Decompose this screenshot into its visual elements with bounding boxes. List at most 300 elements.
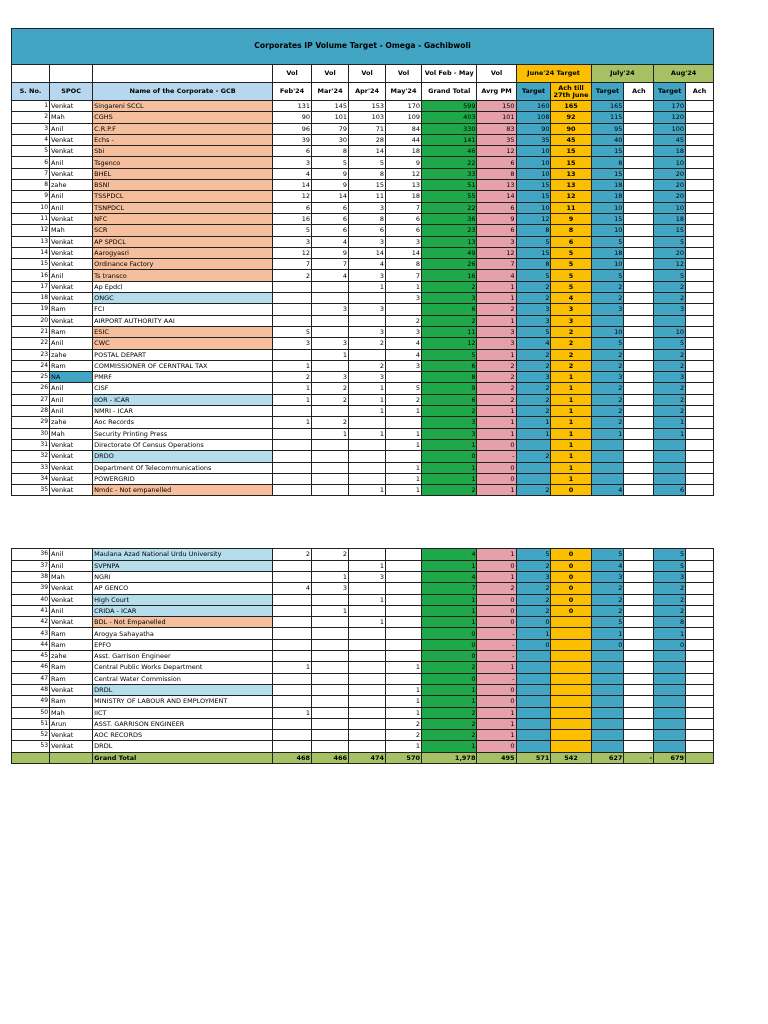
row-avg-pm[interactable]: 12 — [477, 247, 516, 258]
row-july-ach[interactable] — [624, 157, 654, 168]
row-july-target[interactable]: 4 — [591, 485, 624, 496]
row-apr[interactable] — [349, 549, 386, 560]
row-mar[interactable]: 79 — [312, 123, 349, 134]
row-corporate-name[interactable]: PMRF — [93, 372, 273, 383]
row-corporate-name[interactable]: Department Of Telecommunications — [93, 462, 273, 473]
row-june-ach[interactable]: 0 — [551, 583, 591, 594]
row-july-target[interactable]: 5 — [591, 338, 624, 349]
row-sno[interactable]: 52 — [12, 730, 50, 741]
row-aug-ach[interactable] — [686, 417, 714, 428]
row-july-ach[interactable] — [624, 394, 654, 405]
row-june-ach[interactable]: 1 — [551, 394, 591, 405]
row-june-ach[interactable]: 2 — [551, 326, 591, 337]
row-mar[interactable]: 2 — [312, 394, 349, 405]
row-apr[interactable] — [349, 462, 386, 473]
row-spoc[interactable]: Anil — [50, 394, 93, 405]
row-spoc[interactable]: Anil — [50, 560, 93, 571]
row-feb[interactable]: 2 — [273, 549, 312, 560]
row-sno[interactable]: 18 — [12, 293, 50, 304]
row-july-target[interactable] — [591, 684, 624, 695]
row-feb[interactable] — [273, 594, 312, 605]
row-july-ach[interactable] — [624, 549, 654, 560]
row-mar[interactable]: 9 — [312, 180, 349, 191]
row-apr[interactable]: 3 — [349, 372, 386, 383]
row-avg-pm[interactable]: - — [477, 451, 516, 462]
row-corporate-name[interactable]: Ordinance Factory — [93, 259, 273, 270]
row-july-target[interactable]: 18 — [591, 180, 624, 191]
row-feb[interactable]: 6 — [273, 202, 312, 213]
row-july-ach[interactable] — [624, 360, 654, 371]
row-corporate-name[interactable]: Security Printing Press — [93, 428, 273, 439]
row-aug-target[interactable]: 10 — [654, 157, 686, 168]
row-grand-total[interactable]: 1 — [422, 439, 477, 450]
row-avg-pm[interactable]: 83 — [477, 123, 516, 134]
row-aug-target[interactable] — [654, 451, 686, 462]
row-mar[interactable]: 2 — [312, 383, 349, 394]
row-feb[interactable] — [273, 473, 312, 484]
row-grand-total[interactable]: 330 — [422, 123, 477, 134]
row-june-ach[interactable]: 92 — [551, 112, 591, 123]
row-july-ach[interactable] — [624, 571, 654, 582]
row-grand-total[interactable]: 3 — [422, 293, 477, 304]
row-aug-ach[interactable] — [686, 349, 714, 360]
row-corporate-name[interactable]: Arogya Sahayatha — [93, 628, 273, 639]
row-may[interactable]: 6 — [386, 213, 422, 224]
header-cell[interactable]: Vol — [477, 65, 516, 83]
row-mar[interactable]: 1 — [312, 571, 349, 582]
row-mar[interactable] — [312, 406, 349, 417]
row-apr[interactable] — [349, 684, 386, 695]
row-june-target[interactable]: 4 — [516, 338, 551, 349]
row-aug-target[interactable]: 2 — [654, 594, 686, 605]
row-feb[interactable]: 1 — [273, 394, 312, 405]
row-avg-pm[interactable]: - — [477, 651, 516, 662]
row-june-ach[interactable]: 5 — [551, 259, 591, 270]
row-aug-ach[interactable] — [686, 247, 714, 258]
row-june-target[interactable]: 5 — [516, 326, 551, 337]
row-sno[interactable]: 43 — [12, 628, 50, 639]
row-feb[interactable] — [273, 605, 312, 616]
row-feb[interactable]: 1 — [273, 707, 312, 718]
row-spoc[interactable]: zahe — [50, 349, 93, 360]
row-grand-total[interactable]: 55 — [422, 191, 477, 202]
row-july-ach[interactable] — [624, 259, 654, 270]
row-aug-target[interactable]: 2 — [654, 583, 686, 594]
row-grand-total[interactable]: 141 — [422, 134, 477, 145]
row-july-target[interactable]: 3 — [591, 304, 624, 315]
row-grand-total[interactable]: 0 — [422, 639, 477, 650]
row-june-target[interactable]: 10 — [516, 168, 551, 179]
row-sno[interactable]: 14 — [12, 247, 50, 258]
row-june-ach[interactable]: 15 — [551, 157, 591, 168]
row-aug-target[interactable] — [654, 741, 686, 752]
row-grand-total[interactable]: 2 — [422, 281, 477, 292]
row-spoc[interactable]: Venkat — [50, 462, 93, 473]
row-aug-ach[interactable] — [686, 583, 714, 594]
row-june-target[interactable]: 2 — [516, 360, 551, 371]
row-july-target[interactable]: 2 — [591, 349, 624, 360]
row-feb[interactable]: 4 — [273, 168, 312, 179]
row-spoc[interactable]: Anil — [50, 605, 93, 616]
grand-total-label[interactable]: Grand Total — [93, 752, 273, 763]
row-feb[interactable] — [273, 741, 312, 752]
row-spoc[interactable]: Ram — [50, 673, 93, 684]
row-grand-total[interactable]: 6 — [422, 360, 477, 371]
row-grand-total[interactable]: 0 — [422, 673, 477, 684]
row-may[interactable] — [386, 651, 422, 662]
row-july-target[interactable]: 2 — [591, 406, 624, 417]
row-grand-total[interactable]: 403 — [422, 112, 477, 123]
row-june-ach[interactable]: 165 — [551, 101, 591, 112]
row-grand-total[interactable]: 36 — [422, 213, 477, 224]
row-july-ach[interactable] — [624, 191, 654, 202]
row-grand-total[interactable]: 11 — [422, 326, 477, 337]
row-spoc[interactable]: Venkat — [50, 134, 93, 145]
row-may[interactable] — [386, 571, 422, 582]
row-sno[interactable]: 47 — [12, 673, 50, 684]
row-corporate-name[interactable]: Singareni SCCL — [93, 101, 273, 112]
row-june-target[interactable]: 2 — [516, 560, 551, 571]
row-mar[interactable]: 4 — [312, 236, 349, 247]
total-empty-cell[interactable] — [50, 752, 93, 763]
row-july-ach[interactable] — [624, 605, 654, 616]
row-corporate-name[interactable]: Nmdc - Not empanelled — [93, 485, 273, 496]
row-aug-target[interactable] — [654, 462, 686, 473]
row-avg-pm[interactable]: 2 — [477, 304, 516, 315]
row-grand-total[interactable]: 0 — [422, 451, 477, 462]
row-july-ach[interactable] — [624, 225, 654, 236]
row-avg-pm[interactable]: 1 — [477, 549, 516, 560]
row-aug-ach[interactable] — [686, 628, 714, 639]
row-apr[interactable]: 8 — [349, 213, 386, 224]
row-mar[interactable] — [312, 707, 349, 718]
row-aug-target[interactable]: 1 — [654, 417, 686, 428]
row-apr[interactable]: 28 — [349, 134, 386, 145]
row-may[interactable]: 1 — [386, 439, 422, 450]
row-mar[interactable] — [312, 684, 349, 695]
row-aug-target[interactable]: 2 — [654, 605, 686, 616]
row-aug-ach[interactable] — [686, 123, 714, 134]
row-june-target[interactable]: 10 — [516, 157, 551, 168]
row-aug-ach[interactable] — [686, 718, 714, 729]
row-aug-ach[interactable] — [686, 383, 714, 394]
row-aug-target[interactable]: 18 — [654, 146, 686, 157]
row-grand-total[interactable]: 2 — [422, 406, 477, 417]
row-sno[interactable]: 38 — [12, 571, 50, 582]
row-apr[interactable]: 1 — [349, 485, 386, 496]
row-apr[interactable] — [349, 605, 386, 616]
row-corporate-name[interactable]: TSNPDCL — [93, 202, 273, 213]
row-aug-target[interactable]: 20 — [654, 168, 686, 179]
row-june-target[interactable]: 15 — [516, 191, 551, 202]
row-feb[interactable] — [273, 684, 312, 695]
row-corporate-name[interactable]: Sbi — [93, 146, 273, 157]
row-june-target[interactable]: 1 — [516, 428, 551, 439]
row-aug-target[interactable]: 20 — [654, 180, 686, 191]
header-cell[interactable]: Vol — [312, 65, 349, 83]
row-spoc[interactable]: Venkat — [50, 146, 93, 157]
row-mar[interactable] — [312, 617, 349, 628]
row-june-ach[interactable]: 1 — [551, 462, 591, 473]
row-feb[interactable] — [273, 651, 312, 662]
row-grand-total[interactable]: 1 — [422, 462, 477, 473]
row-avg-pm[interactable]: 9 — [477, 213, 516, 224]
row-aug-target[interactable]: 170 — [654, 101, 686, 112]
row-spoc[interactable]: Venkat — [50, 168, 93, 179]
header-cell[interactable]: Vol Feb - May — [422, 65, 477, 83]
row-aug-ach[interactable] — [686, 673, 714, 684]
row-apr[interactable] — [349, 349, 386, 360]
row-corporate-name[interactable]: Central Water Commission — [93, 673, 273, 684]
header-may[interactable]: May'24 — [386, 83, 422, 101]
row-apr[interactable]: 14 — [349, 247, 386, 258]
row-avg-pm[interactable]: - — [477, 628, 516, 639]
row-may[interactable] — [386, 451, 422, 462]
row-june-target[interactable]: 15 — [516, 247, 551, 258]
row-may[interactable]: 12 — [386, 168, 422, 179]
row-corporate-name[interactable]: NMRI - ICAR — [93, 406, 273, 417]
row-sno[interactable]: 3 — [12, 123, 50, 134]
row-corporate-name[interactable]: ONGC — [93, 293, 273, 304]
header-june-target[interactable]: June'24 Target — [516, 65, 591, 83]
row-feb[interactable]: 12 — [273, 191, 312, 202]
row-corporate-name[interactable]: Maulana Azad National Urdu University — [93, 549, 273, 560]
header-june-ach[interactable]: Ach till 27th June — [551, 83, 591, 101]
row-june-ach[interactable]: 1 — [551, 417, 591, 428]
row-grand-total[interactable]: 2 — [422, 315, 477, 326]
row-feb[interactable] — [273, 485, 312, 496]
row-aug-target[interactable] — [654, 651, 686, 662]
row-spoc[interactable]: Anil — [50, 338, 93, 349]
row-july-target[interactable] — [591, 696, 624, 707]
row-june-target[interactable] — [516, 684, 551, 695]
row-june-ach[interactable] — [551, 696, 591, 707]
row-corporate-name[interactable]: CRIDA - ICAR — [93, 605, 273, 616]
row-july-ach[interactable] — [624, 101, 654, 112]
row-corporate-name[interactable]: Directorate Of Census Operations — [93, 439, 273, 450]
row-sno[interactable]: 45 — [12, 651, 50, 662]
row-avg-pm[interactable]: 1 — [477, 718, 516, 729]
row-feb[interactable] — [273, 406, 312, 417]
row-july-target[interactable] — [591, 462, 624, 473]
row-apr[interactable] — [349, 718, 386, 729]
row-june-target[interactable]: 10 — [516, 146, 551, 157]
row-spoc[interactable]: Mah — [50, 225, 93, 236]
row-june-ach[interactable] — [551, 741, 591, 752]
row-corporate-name[interactable]: Aoc Records — [93, 417, 273, 428]
row-june-target[interactable]: 1 — [516, 417, 551, 428]
row-sno[interactable]: 23 — [12, 349, 50, 360]
row-avg-pm[interactable]: 0 — [477, 605, 516, 616]
row-july-target[interactable]: 2 — [591, 394, 624, 405]
row-july-ach[interactable] — [624, 707, 654, 718]
row-spoc[interactable]: Anil — [50, 202, 93, 213]
row-june-ach[interactable]: 0 — [551, 549, 591, 560]
row-spoc[interactable]: Venkat — [50, 281, 93, 292]
row-aug-ach[interactable] — [686, 157, 714, 168]
row-sno[interactable]: 16 — [12, 270, 50, 281]
total-empty-cell[interactable] — [12, 752, 50, 763]
row-apr[interactable]: 1 — [349, 281, 386, 292]
header-july-target[interactable]: Target — [591, 83, 624, 101]
row-grand-total[interactable]: 9 — [422, 383, 477, 394]
row-aug-ach[interactable] — [686, 707, 714, 718]
row-apr[interactable]: 6 — [349, 225, 386, 236]
row-avg-pm[interactable]: 1 — [477, 707, 516, 718]
row-june-ach[interactable]: 0 — [551, 594, 591, 605]
row-may[interactable]: 3 — [386, 326, 422, 337]
row-july-ach[interactable] — [624, 326, 654, 337]
row-july-target[interactable]: 4 — [591, 560, 624, 571]
row-june-target[interactable]: 90 — [516, 123, 551, 134]
row-mar[interactable]: 30 — [312, 134, 349, 145]
row-aug-ach[interactable] — [686, 462, 714, 473]
row-aug-ach[interactable] — [686, 315, 714, 326]
row-aug-target[interactable] — [654, 730, 686, 741]
row-july-ach[interactable] — [624, 180, 654, 191]
row-aug-target[interactable] — [654, 315, 686, 326]
row-aug-ach[interactable] — [686, 406, 714, 417]
total-mar[interactable]: 466 — [312, 752, 349, 763]
row-aug-target[interactable] — [654, 707, 686, 718]
row-spoc[interactable]: Ram — [50, 696, 93, 707]
row-july-target[interactable]: 5 — [591, 617, 624, 628]
row-july-target[interactable]: 2 — [591, 383, 624, 394]
row-june-target[interactable] — [516, 696, 551, 707]
row-feb[interactable] — [273, 628, 312, 639]
row-july-target[interactable]: 8 — [591, 157, 624, 168]
row-june-ach[interactable]: 1 — [551, 428, 591, 439]
row-july-ach[interactable] — [624, 406, 654, 417]
row-july-target[interactable] — [591, 651, 624, 662]
row-avg-pm[interactable]: 14 — [477, 191, 516, 202]
row-avg-pm[interactable]: 0 — [477, 560, 516, 571]
row-sno[interactable]: 20 — [12, 315, 50, 326]
row-aug-ach[interactable] — [686, 394, 714, 405]
row-feb[interactable]: 3 — [273, 338, 312, 349]
row-mar[interactable]: 3 — [312, 304, 349, 315]
row-may[interactable]: 1 — [386, 406, 422, 417]
total-june-target[interactable]: 571 — [516, 752, 551, 763]
row-sno[interactable]: 50 — [12, 707, 50, 718]
row-may[interactable]: 4 — [386, 338, 422, 349]
row-may[interactable]: 1 — [386, 281, 422, 292]
row-mar[interactable] — [312, 451, 349, 462]
row-avg-pm[interactable]: 3 — [477, 338, 516, 349]
row-may[interactable]: 2 — [386, 730, 422, 741]
row-june-target[interactable] — [516, 730, 551, 741]
row-june-target[interactable]: 3 — [516, 571, 551, 582]
row-avg-pm[interactable]: 0 — [477, 741, 516, 752]
row-apr[interactable] — [349, 451, 386, 462]
row-july-target[interactable]: 5 — [591, 549, 624, 560]
row-june-ach[interactable]: 45 — [551, 134, 591, 145]
row-july-target[interactable] — [591, 718, 624, 729]
total-aug-target[interactable]: 679 — [654, 752, 686, 763]
row-may[interactable] — [386, 617, 422, 628]
row-june-target[interactable]: 2 — [516, 383, 551, 394]
row-july-ach[interactable] — [624, 293, 654, 304]
row-feb[interactable] — [273, 293, 312, 304]
row-corporate-name[interactable]: TSSPDCL — [93, 191, 273, 202]
row-may[interactable]: 8 — [386, 259, 422, 270]
row-aug-ach[interactable] — [686, 617, 714, 628]
row-feb[interactable] — [273, 462, 312, 473]
row-july-target[interactable]: 3 — [591, 372, 624, 383]
row-grand-total[interactable]: 2 — [422, 718, 477, 729]
row-grand-total[interactable]: 1 — [422, 696, 477, 707]
row-feb[interactable] — [273, 349, 312, 360]
row-apr[interactable]: 8 — [349, 168, 386, 179]
row-grand-total[interactable]: 49 — [422, 247, 477, 258]
row-mar[interactable] — [312, 439, 349, 450]
row-sno[interactable]: 33 — [12, 462, 50, 473]
row-corporate-name[interactable]: DRDL — [93, 741, 273, 752]
row-aug-target[interactable]: 5 — [654, 560, 686, 571]
row-feb[interactable]: 3 — [273, 157, 312, 168]
row-grand-total[interactable]: 23 — [422, 225, 477, 236]
row-mar[interactable] — [312, 485, 349, 496]
row-may[interactable]: 6 — [386, 225, 422, 236]
row-grand-total[interactable]: 2 — [422, 730, 477, 741]
row-spoc[interactable]: Mah — [50, 707, 93, 718]
row-july-target[interactable]: 15 — [591, 213, 624, 224]
row-june-ach[interactable]: 5 — [551, 247, 591, 258]
row-apr[interactable]: 1 — [349, 394, 386, 405]
row-july-ach[interactable] — [624, 123, 654, 134]
row-sno[interactable]: 34 — [12, 473, 50, 484]
row-july-target[interactable] — [591, 662, 624, 673]
row-apr[interactable] — [349, 662, 386, 673]
row-grand-total[interactable]: 2 — [422, 707, 477, 718]
row-aug-target[interactable]: 2 — [654, 383, 686, 394]
row-aug-target[interactable]: 0 — [654, 639, 686, 650]
row-spoc[interactable]: Anil — [50, 191, 93, 202]
row-aug-ach[interactable] — [686, 360, 714, 371]
row-sno[interactable]: 26 — [12, 383, 50, 394]
row-aug-target[interactable]: 18 — [654, 213, 686, 224]
row-grand-total[interactable]: 26 — [422, 259, 477, 270]
row-apr[interactable] — [349, 651, 386, 662]
row-aug-ach[interactable] — [686, 651, 714, 662]
row-july-target[interactable]: 2 — [591, 281, 624, 292]
row-sno[interactable]: 25 — [12, 372, 50, 383]
row-avg-pm[interactable]: 0 — [477, 473, 516, 484]
row-june-ach[interactable]: 5 — [551, 270, 591, 281]
row-feb[interactable]: 4 — [273, 583, 312, 594]
row-mar[interactable] — [312, 662, 349, 673]
row-may[interactable] — [386, 605, 422, 616]
row-corporate-name[interactable]: Asst. Garrison Engineer — [93, 651, 273, 662]
row-may[interactable] — [386, 304, 422, 315]
row-grand-total[interactable]: 51 — [422, 180, 477, 191]
row-avg-pm[interactable]: 0 — [477, 439, 516, 450]
row-corporate-name[interactable]: CWC — [93, 338, 273, 349]
row-avg-pm[interactable]: 2 — [477, 394, 516, 405]
row-may[interactable]: 5 — [386, 383, 422, 394]
row-aug-target[interactable]: 2 — [654, 406, 686, 417]
row-may[interactable]: 2 — [386, 315, 422, 326]
row-june-target[interactable] — [516, 439, 551, 450]
row-spoc[interactable]: Venkat — [50, 451, 93, 462]
row-apr[interactable]: 3 — [349, 326, 386, 337]
row-june-target[interactable]: 2 — [516, 451, 551, 462]
row-grand-total[interactable]: 5 — [422, 349, 477, 360]
row-spoc[interactable]: Venkat — [50, 439, 93, 450]
row-feb[interactable] — [273, 439, 312, 450]
row-july-target[interactable]: 5 — [591, 236, 624, 247]
row-may[interactable] — [386, 372, 422, 383]
